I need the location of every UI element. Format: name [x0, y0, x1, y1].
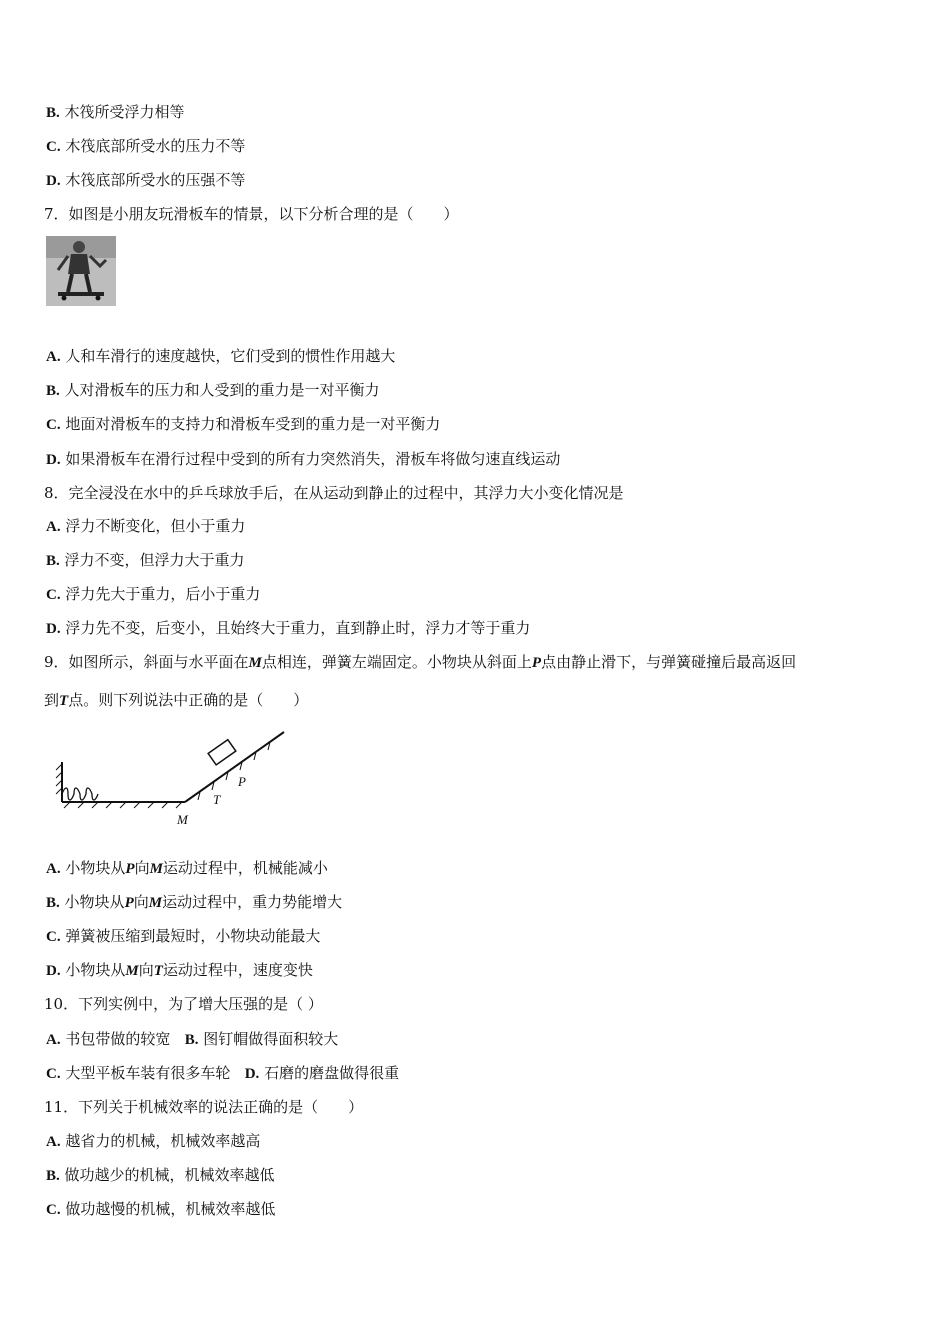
q7-option-c: C. 地面对滑板车的支持力和滑板车受到的重力是一对平衡力 [46, 415, 441, 433]
q8-stem: 8．完全浸没在水中的乒乓球放手后，在从运动到静止的过程中，其浮力大小变化情况是 [44, 484, 624, 502]
label-m: M [177, 812, 188, 827]
q8-option-b: B. 浮力不变，但浮力大于重力 [46, 551, 245, 569]
q9-stem-line1: 9．如图所示，斜面与水平面在M点相连，弹簧左端固定。小物块从斜面上P点由静止滑下，与弹簧碰撞后最高返回 [44, 653, 797, 671]
q10-options-row2: C. 大型平板车装有很多车轮 D. 石磨的磨盘做得很重 [46, 1064, 400, 1082]
q11-option-b: B. 做功越少的机械，机械效率越低 [46, 1166, 275, 1184]
q8-option-a: A. 浮力不断变化，但小于重力 [46, 517, 246, 535]
q7-stem: 7．如图是小朋友玩滑板车的情景，以下分析合理的是（ ） [44, 205, 459, 223]
skateboard-photo [46, 236, 116, 306]
label-p: P [238, 774, 246, 789]
q7-option-b: B. 人对滑板车的压力和人受到的重力是一对平衡力 [46, 381, 380, 399]
q8-option-d: D. 浮力先不变，后变小，且始终大于重力，直到静止时，浮力才等于重力 [46, 619, 531, 637]
q6-option-b: B. 木筏所受浮力相等 [46, 103, 185, 121]
label-t: T [213, 792, 221, 807]
q11-stem: 11．下列关于机械效率的说法正确的是（ ） [44, 1098, 364, 1116]
q9-option-c: C. 弹簧被压缩到最短时，小物块动能最大 [46, 927, 321, 945]
q9-stem-line2: 到T点。则下列说法中正确的是（ ） [44, 691, 309, 709]
q6-option-d: D. 木筏底部所受水的压强不等 [46, 171, 246, 189]
q10-stem: 10．下列实例中，为了增大压强的是（ ） [44, 995, 323, 1013]
q6-option-c: C. 木筏底部所受水的压力不等 [46, 137, 246, 155]
q10-options-row1: A. 书包带做的较宽 B. 图钉帽做得面积较大 [46, 1030, 339, 1048]
incline-spring-diagram [50, 728, 300, 832]
q9-option-a: A. 小物块从P向M运动过程中，机械能减小 [46, 859, 328, 877]
q7-option-a: A. 人和车滑行的速度越快，它们受到的惯性作用越大 [46, 347, 396, 365]
q9-option-d: D. 小物块从M向T运动过程中，速度变快 [46, 961, 313, 979]
q9-option-b: B. 小物块从P向M运动过程中，重力势能增大 [46, 893, 343, 911]
q8-option-c: C. 浮力先大于重力，后小于重力 [46, 585, 261, 603]
q11-option-c: C. 做功越慢的机械，机械效率越低 [46, 1200, 276, 1218]
q11-option-a: A. 越省力的机械，机械效率越高 [46, 1132, 261, 1150]
q7-option-d: D. 如果滑板车在滑行过程中受到的所有力突然消失，滑板车将做匀速直线运动 [46, 450, 561, 468]
